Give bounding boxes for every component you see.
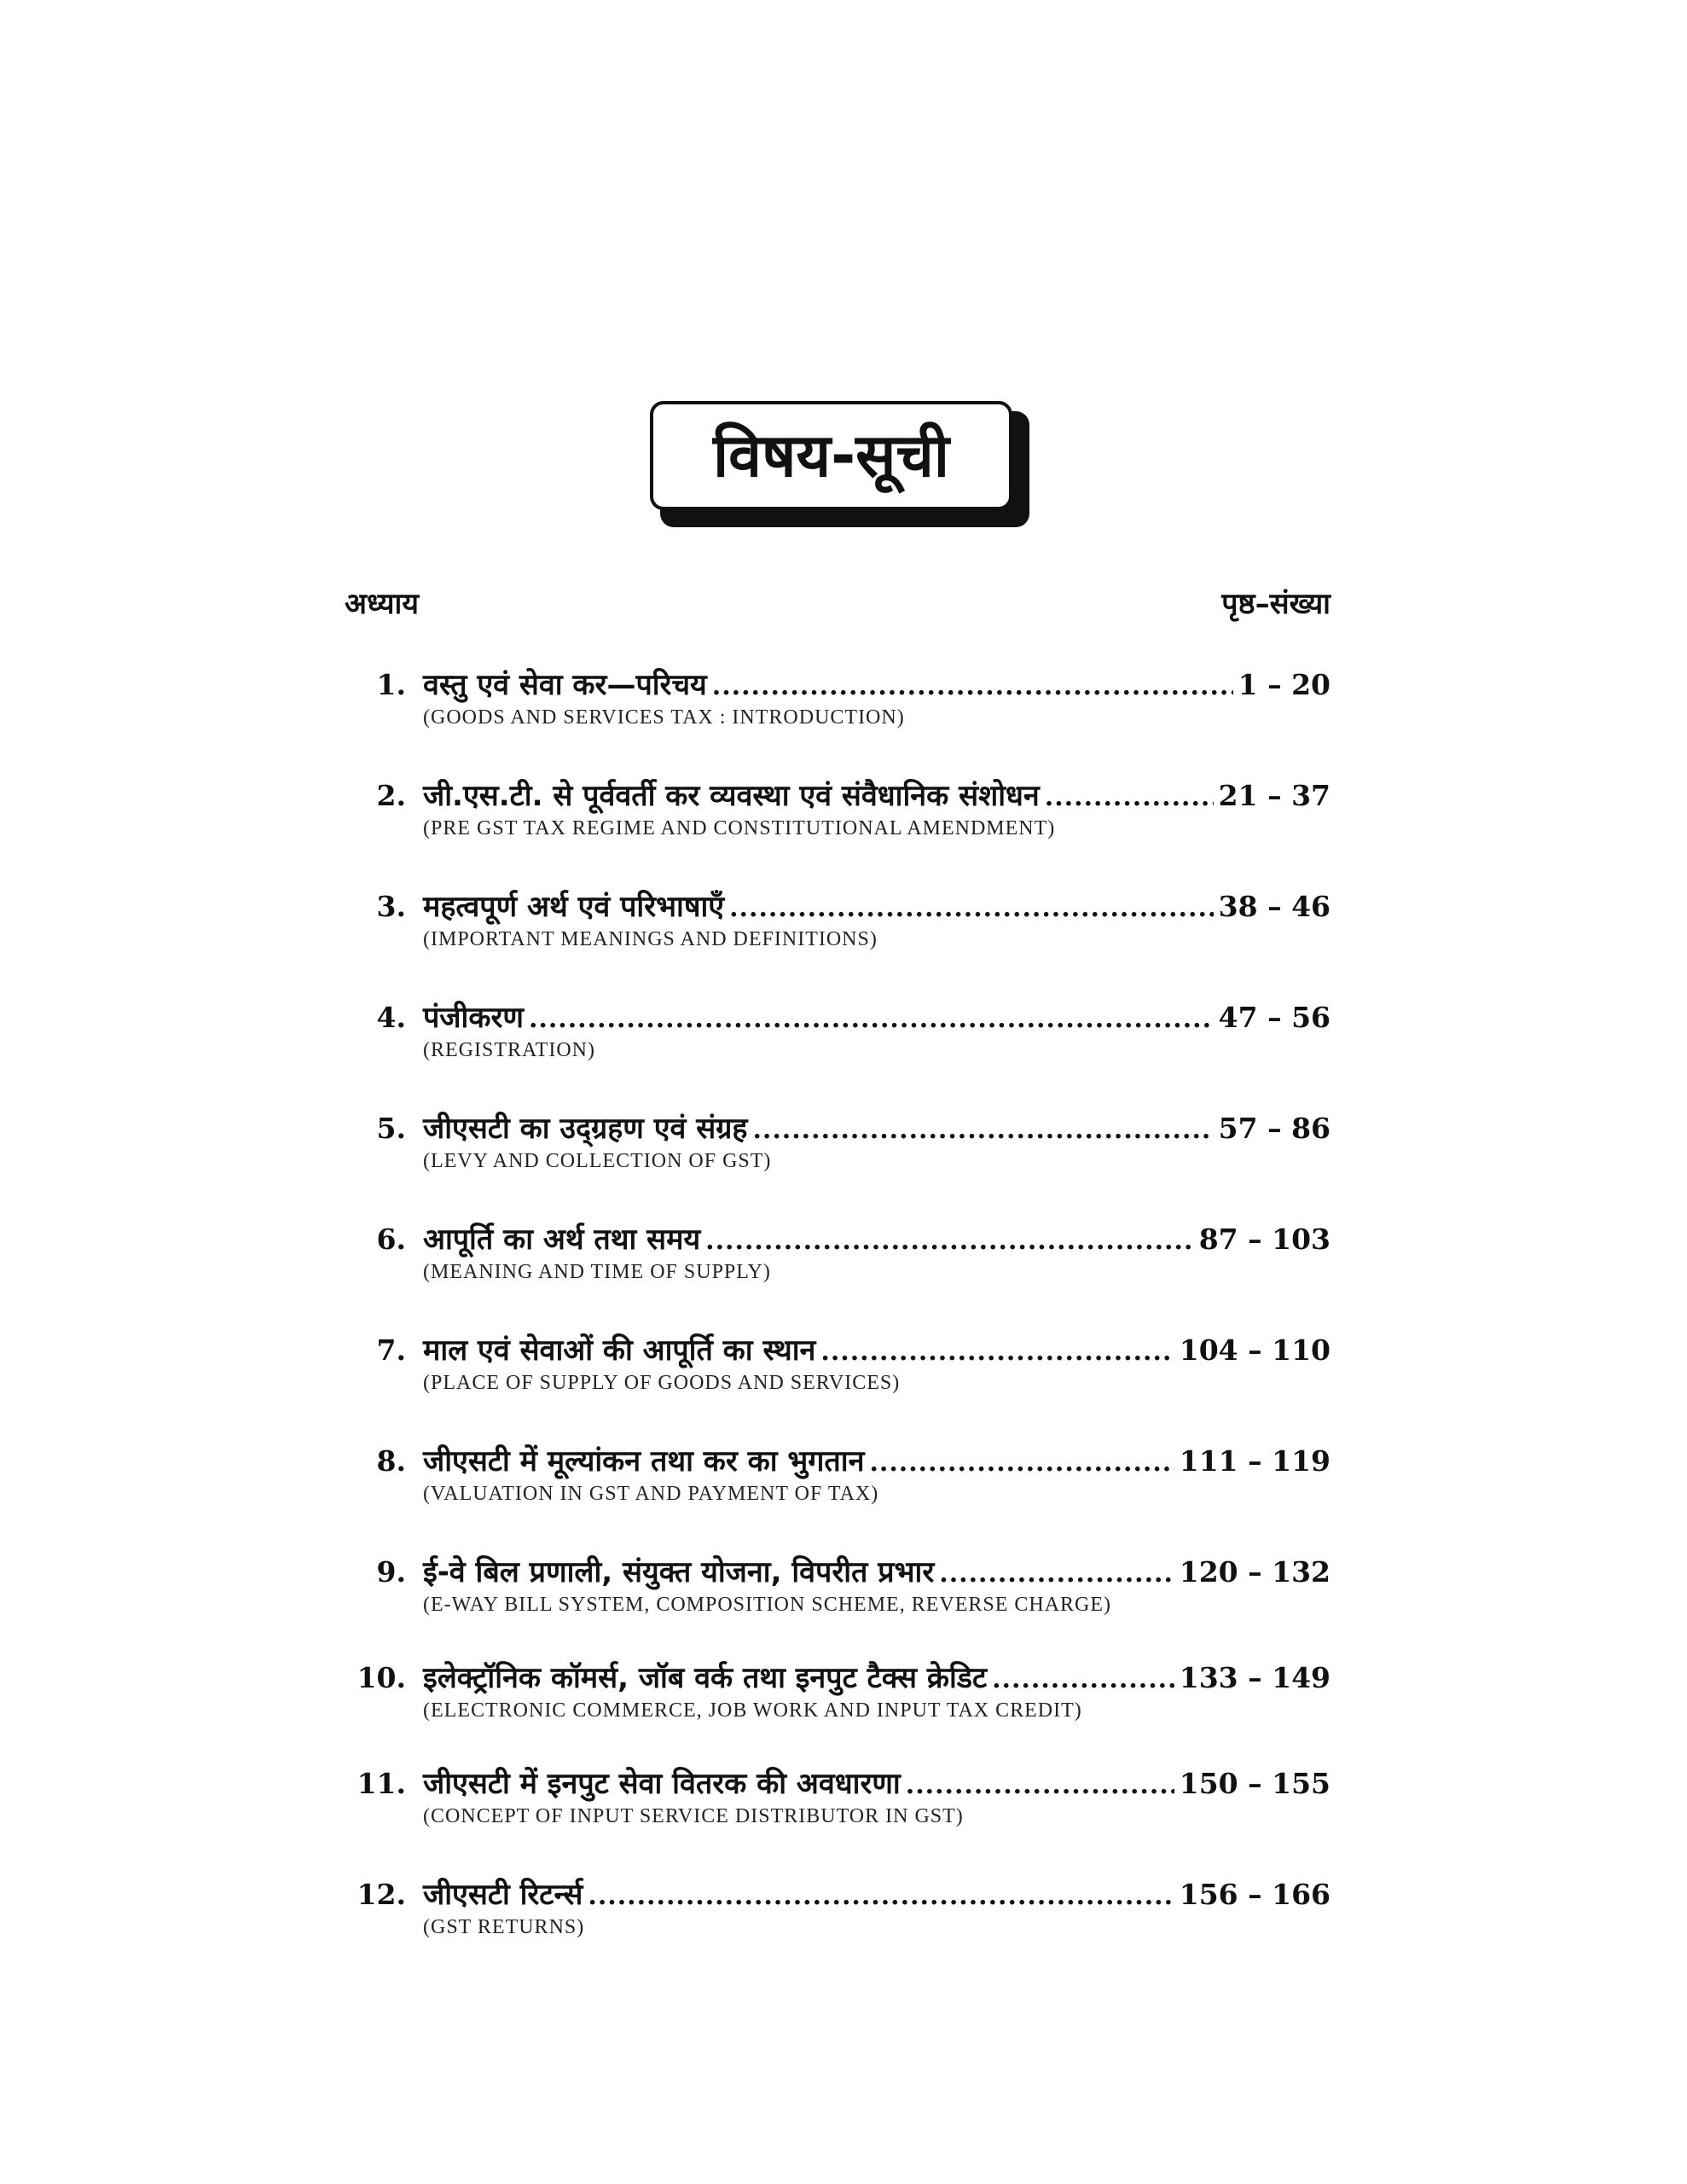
toc-entry[interactable] [357, 664, 1330, 732]
entry-number: 2. [376, 779, 406, 812]
dot-leader [729, 893, 1214, 923]
entry-pages: 111 – 119 [1179, 1444, 1330, 1478]
entry-pages: 57 – 86 [1218, 1112, 1330, 1145]
entry-number: 4. [376, 1001, 406, 1034]
dot-leader [712, 671, 1233, 701]
toc-entry[interactable] [357, 1329, 1330, 1397]
entry-number: 8. [376, 1444, 406, 1478]
table-of-contents [357, 664, 1330, 1942]
entry-pages: 21 – 37 [1218, 779, 1330, 812]
chapter-column-heading: अध्याय [345, 587, 420, 621]
dot-leader [588, 1881, 1174, 1911]
entry-pages: 38 – 46 [1218, 890, 1330, 923]
dot-leader [705, 1226, 1194, 1256]
entry-title: वस्तु एवं सेवा कर—परिचय [423, 668, 707, 702]
page-title: विषय-सूची [712, 421, 950, 491]
toc-entry[interactable] [357, 1440, 1330, 1508]
entry-subtitle: (GST RETURNS) [423, 1916, 585, 1938]
entry-number: 10. [357, 1661, 406, 1694]
dot-leader [992, 1664, 1174, 1694]
entry-subtitle: (PRE GST TAX REGIME AND CONSTITUTIONAL AMENDMENT) [423, 817, 1056, 839]
entry-pages: 104 – 110 [1179, 1333, 1330, 1367]
toc-entry[interactable] [357, 996, 1330, 1065]
entry-number: 6. [376, 1223, 406, 1256]
title-box [650, 401, 1029, 527]
entry-title: आपूर्ति का अर्थ तथा समय [423, 1223, 701, 1257]
toc-entry[interactable] [357, 1763, 1330, 1831]
title-frame [650, 401, 1012, 510]
entry-subtitle: (REGISTRATION) [423, 1039, 595, 1061]
entry-number: 9. [376, 1555, 406, 1589]
entry-number: 1. [376, 668, 406, 701]
toc-entry[interactable] [357, 1107, 1330, 1176]
entry-number: 3. [376, 890, 406, 923]
entry-subtitle: (E-WAY BILL SYSTEM, COMPOSITION SCHEME, REVERSE CHARGE) [423, 1594, 1112, 1616]
dot-leader [869, 1448, 1174, 1478]
page-number-column-heading: पृष्ठ–संख्या [1221, 587, 1330, 621]
entry-subtitle: (MEANING AND TIME OF SUPPLY) [423, 1261, 771, 1283]
entry-subtitle: (GOODS AND SERVICES TAX : INTRODUCTION) [423, 706, 905, 729]
entry-pages: 47 – 56 [1218, 1001, 1330, 1034]
dot-leader [529, 1004, 1214, 1034]
entry-pages: 1 – 20 [1238, 668, 1330, 701]
entry-title: पंजीकरण [423, 1001, 524, 1035]
dot-leader [939, 1559, 1174, 1589]
entry-title: इलेक्ट्रॉनिक कॉमर्स, जॉब वर्क तथा इनपुट टैक्स क्रेडिट [423, 1661, 988, 1695]
entry-subtitle: (PLACE OF SUPPLY OF GOODS AND SERVICES) [423, 1372, 901, 1394]
entry-pages: 150 – 155 [1179, 1767, 1330, 1800]
entry-title: माल एवं सेवाओं की आपूर्ति का स्थान [423, 1333, 816, 1368]
toc-entry[interactable] [357, 886, 1330, 954]
entry-number: 11. [357, 1767, 406, 1800]
dot-leader [752, 1115, 1213, 1145]
dot-leader [1045, 782, 1214, 812]
entry-pages: 120 – 132 [1179, 1555, 1330, 1589]
entry-title: जीएसटी में मूल्यांकन तथा कर का भुगतान [423, 1444, 865, 1478]
toc-entry[interactable] [357, 1873, 1330, 1942]
entry-subtitle: (LEVY AND COLLECTION OF GST) [423, 1150, 772, 1172]
entry-title: जीएसटी का उद्ग्रहण एवं संग्रह [423, 1112, 748, 1146]
toc-entry[interactable] [357, 1657, 1330, 1725]
entry-title: ई-वे बिल प्रणाली, संयुक्त योजना, विपरीत प्रभार [423, 1555, 935, 1589]
dot-leader [906, 1770, 1174, 1800]
entry-title: जीएसटी रिटर्न्स [423, 1878, 583, 1912]
entry-subtitle: (ELECTRONIC COMMERCE, JOB WORK AND INPUT TAX CREDIT) [423, 1699, 1082, 1722]
entry-pages: 156 – 166 [1179, 1878, 1330, 1911]
entry-number: 12. [357, 1878, 406, 1911]
toc-entry[interactable] [357, 775, 1330, 843]
entry-subtitle: (VALUATION IN GST AND PAYMENT OF TAX) [423, 1483, 879, 1505]
toc-entry[interactable] [357, 1551, 1330, 1619]
entry-subtitle: (IMPORTANT MEANINGS AND DEFINITIONS) [423, 928, 878, 950]
entry-title: जीएसटी में इनपुट सेवा वितरक की अवधारणा [423, 1767, 901, 1801]
entry-title: जी.एस.टी. से पूर्ववर्ती कर व्यवस्था एवं संवैधानिक संशोधन [423, 779, 1040, 813]
toc-entry[interactable] [357, 1218, 1330, 1287]
entry-title: महत्वपूर्ण अर्थ एवं परिभाषाएँ [423, 890, 725, 924]
entry-subtitle: (CONCEPT OF INPUT SERVICE DISTRIBUTOR IN GST) [423, 1805, 964, 1827]
entry-pages: 133 – 149 [1179, 1661, 1330, 1694]
entry-number: 7. [376, 1333, 406, 1367]
entry-number: 5. [376, 1112, 406, 1145]
entry-pages: 87 – 103 [1198, 1223, 1330, 1256]
dot-leader [820, 1337, 1174, 1367]
